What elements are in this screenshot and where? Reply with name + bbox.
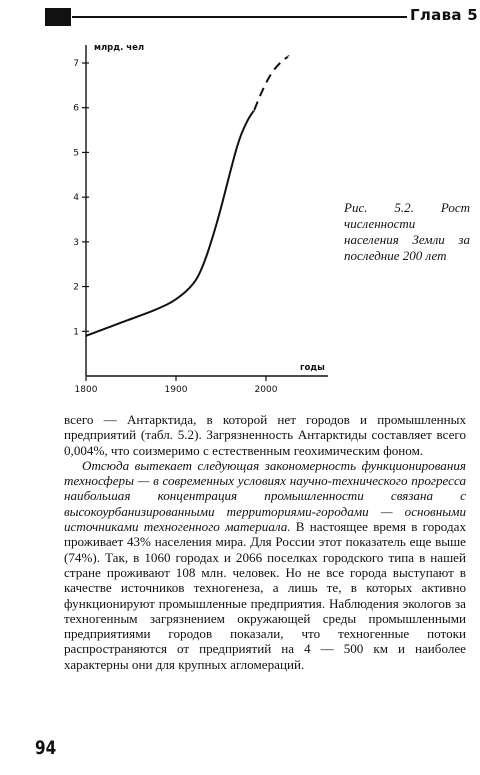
- body-paragraph: [64, 412, 466, 458]
- y-tick-label: 7: [73, 59, 79, 69]
- y-tick-label: 2: [73, 282, 79, 293]
- y-axis-label: млрд. чел: [94, 43, 145, 53]
- y-tick-label: 5: [73, 148, 79, 159]
- population-forecast-line: [254, 56, 288, 110]
- x-tick-label: 2000: [254, 385, 278, 395]
- y-tick-label: 6: [73, 103, 79, 114]
- y-tick-label: 3: [73, 237, 79, 248]
- text-run: В настоящее время в городах проживает 43% населения мира. Для России этот показатель еще выше (74%). Так, в 1060 городах и 2066 поселках городского типа в нашей стране проживают 108 млн. человек. Но не все города выступают в качестве источников техногенеза, а лишь те, в которых активно функционируют промышленные предприятия. Наблюдения экологов за техногенным загрязнением окружающей среды промышленными предприятиями городов показали, что техногенные потоки распространяются от предприятий на 4 — 500 км и наиболее характерны они для крупных агломераций.: [64, 519, 466, 672]
- chapter-header-block: [45, 8, 71, 26]
- x-tick-label: 1800: [74, 385, 98, 395]
- population-line: [86, 110, 254, 336]
- chapter-title: Глава 5: [410, 6, 479, 24]
- page-number: 94: [35, 737, 57, 759]
- text-run: всего — Антарктида, в которой нет городов и промышленных предприятий (табл. 5.2). Загрязненность Антарктиды составляет всего 0,004%, что соизмеримо с естественным геохимическим фоном.: [64, 412, 466, 458]
- x-axis-label: годы: [300, 363, 325, 373]
- y-tick-label: 1: [73, 327, 79, 338]
- italic-text-run: Отсюда вытекает следующая закономерность функционирования техносферы — в современных условиях научно-технического прогресса наибольшая концентрация промышленности связана с высокоурбанизированными территориями-городами — основными источниками техногенного материала.: [64, 457, 466, 535]
- x-tick-label: 1900: [164, 385, 188, 395]
- chart-axes: [86, 45, 328, 376]
- body-paragraph: [64, 458, 466, 672]
- y-tick-label: 4: [73, 193, 79, 204]
- header-rule: [72, 16, 407, 18]
- figure-caption: Рис. 5.2. Рост численности населения Земли за последние 200 лет: [344, 200, 470, 263]
- body-text: [64, 412, 466, 672]
